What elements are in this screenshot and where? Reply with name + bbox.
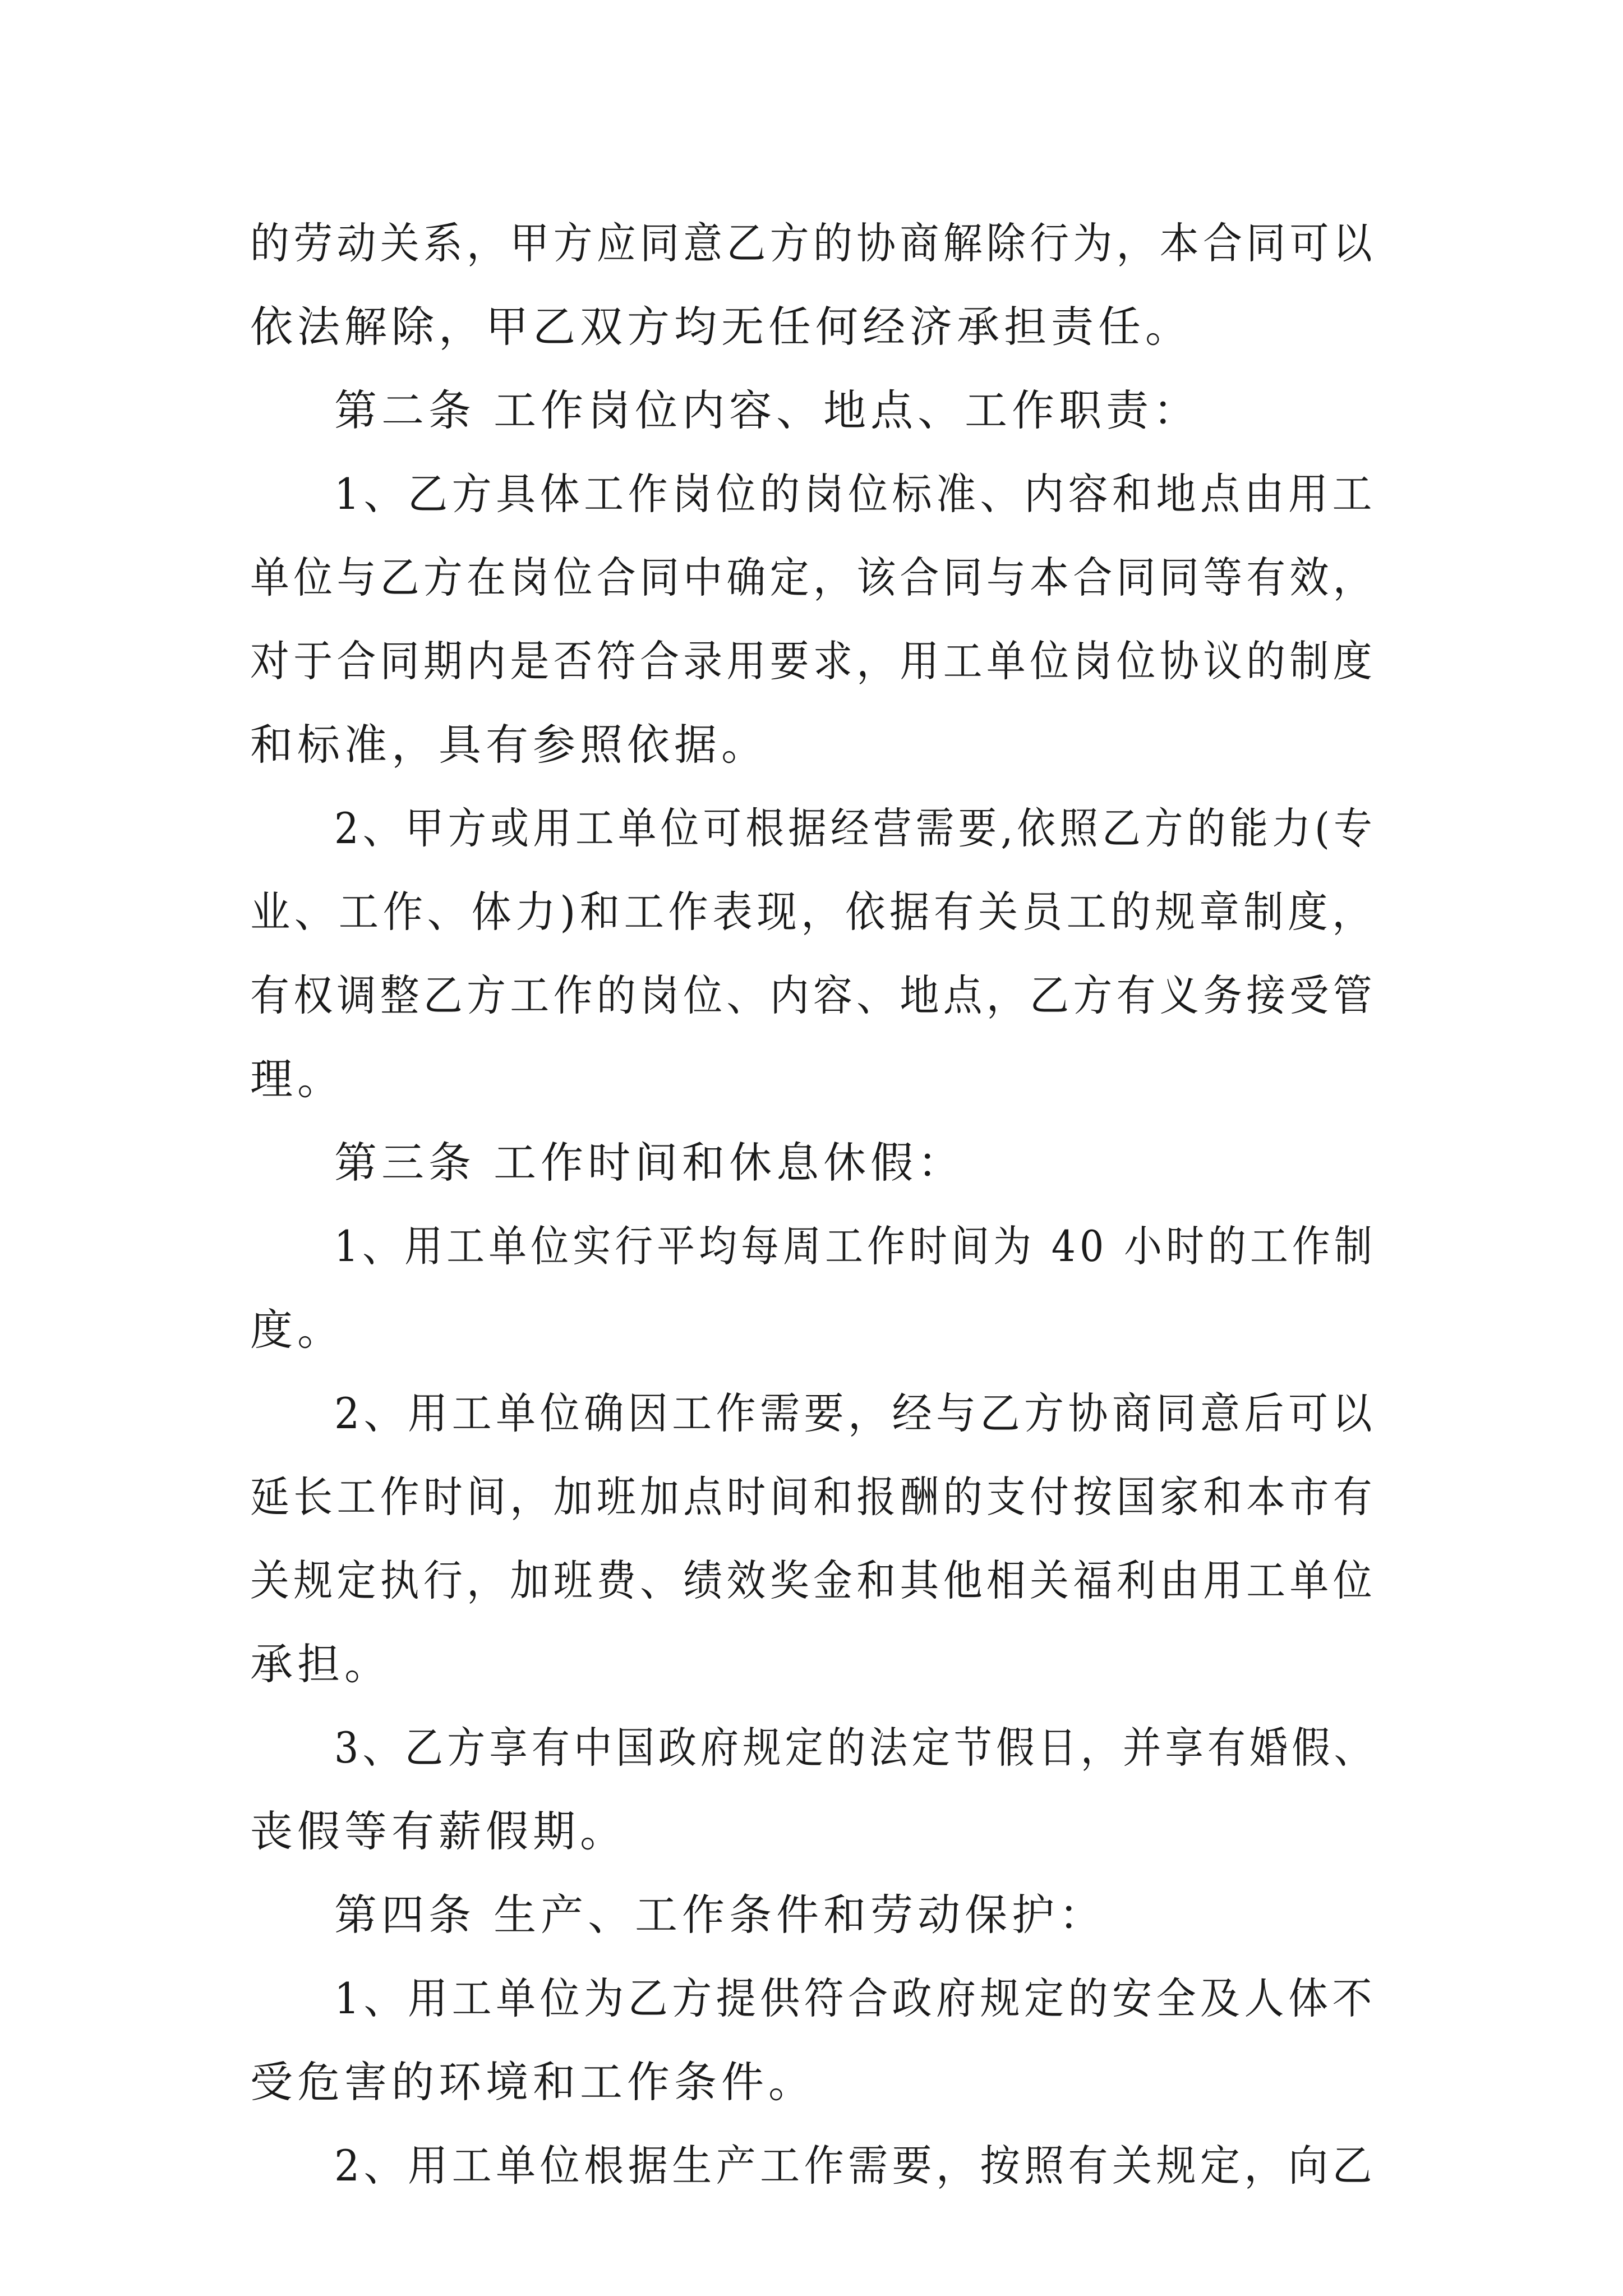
- text-line-15: 2、用工单位确因工作需要，经与乙方协商同意后可以: [334, 1388, 1376, 1438]
- text-line-7: 和标准，具有参照依据。: [250, 720, 768, 770]
- text-line-10: 有权调整乙方工作的岗位、内容、地点，乙方有义务接受管: [250, 970, 1376, 1020]
- text-line-1: 的劳动关系，甲方应同意乙方的协商解除行为，本合同可以: [250, 218, 1376, 268]
- text-line-9: 业、工作、体力)和工作表现，依据有关员工的规章制度，: [250, 887, 1376, 937]
- text-line-16: 延长工作时间，加班加点时间和报酬的支付按国家和本市有: [250, 1472, 1376, 1522]
- text-line-24: 2、用工单位根据生产工作需要，按照有关规定，向乙: [334, 2141, 1376, 2191]
- text-line-4: 1、乙方具体工作岗位的岗位标准、内容和地点由用工: [334, 469, 1376, 519]
- text-line-11: 理。: [250, 1054, 344, 1104]
- section-heading-3: 第三条 工作时间和休息休假：: [334, 1138, 965, 1188]
- text-line-18: 承担。: [250, 1639, 391, 1689]
- section-heading-2: 第二条 工作岗位内容、地点、工作职责：: [334, 385, 1201, 435]
- text-line-22: 1、用工单位为乙方提供符合政府规定的安全及人体不: [334, 1973, 1376, 2023]
- section-heading-4: 第四条 生产、工作条件和劳动保护：: [334, 1890, 1106, 1940]
- text-line-23: 受危害的环境和工作条件。: [250, 2057, 815, 2107]
- text-line-8: 2、甲方或用工单位可根据经营需要,依照乙方的能力(专: [334, 803, 1376, 853]
- text-line-20: 丧假等有薪假期。: [250, 1806, 627, 1856]
- text-line-14: 度。: [250, 1305, 344, 1355]
- text-line-6: 对于合同期内是否符合录用要求，用工单位岗位协议的制度: [250, 636, 1376, 686]
- text-line-2: 依法解除，甲乙双方均无任何经济承担责任。: [250, 302, 1192, 352]
- text-line-19: 3、乙方享有中国政府规定的法定节假日，并享有婚假、: [334, 1723, 1376, 1773]
- text-line-13: 1、用工单位实行平均每周工作时间为 40 小时的工作制: [334, 1221, 1376, 1271]
- text-line-5: 单位与乙方在岗位合同中确定，该合同与本合同同等有效，: [250, 553, 1376, 602]
- text-line-17: 关规定执行，加班费、绩效奖金和其他相关福利由用工单位: [250, 1556, 1376, 1605]
